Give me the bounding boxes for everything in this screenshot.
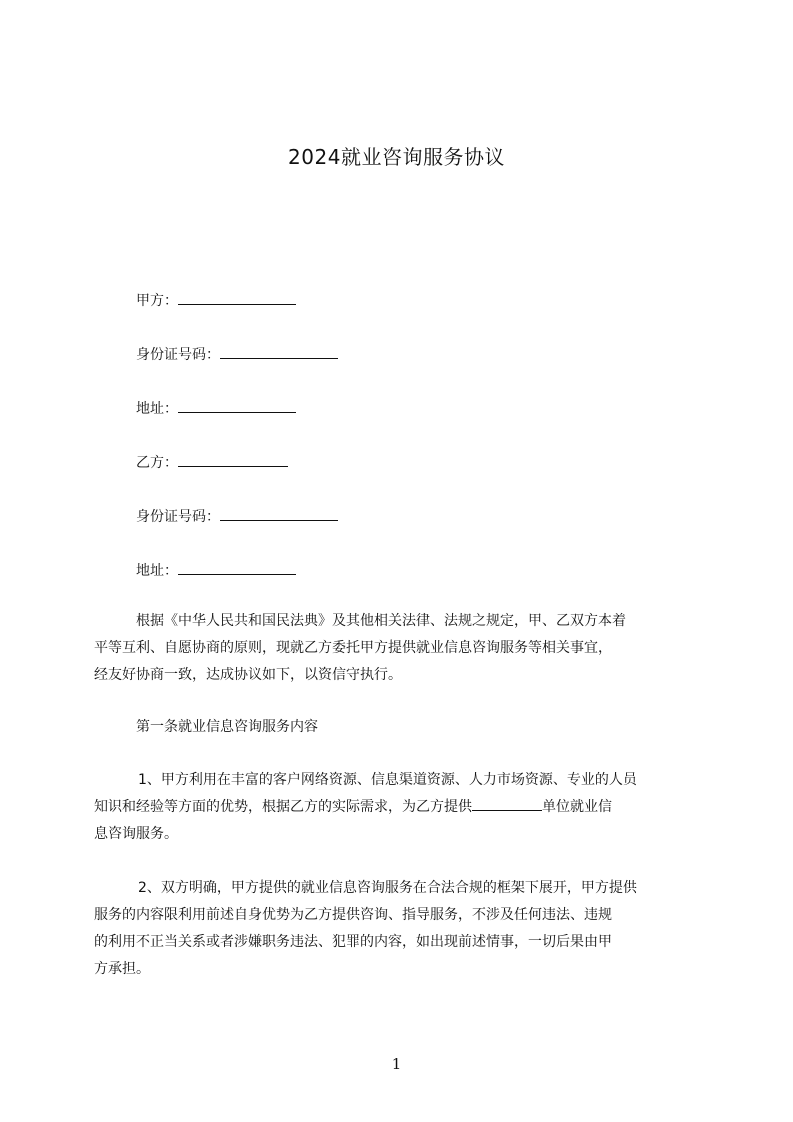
- clause-line: [94, 794, 637, 821]
- party-b-blank: [178, 453, 288, 467]
- intro-line: 平等互利、自愿协商的原则，现就乙方委托甲方提供就业信息咨询服务等相关事宜，: [94, 640, 612, 656]
- page-number: 1: [391, 1055, 402, 1073]
- clause-line: 服务的内容限利用前述自身优势为乙方提供咨询、指导服务，不涉及任何违法、违规: [94, 907, 612, 923]
- party-a-id-label: 身份证号码：: [136, 347, 220, 363]
- intro-line: 根据《中华人民共和国民法典》及其他相关法律、法规之规定，甲、乙双方本着: [136, 613, 626, 629]
- clause-text: 知识和经验等方面的优势，根据乙方的实际需求，为乙方提供: [94, 799, 472, 815]
- party-a-address-field: [136, 399, 296, 419]
- clause-line: 的利用不正当关系或者涉嫌职务违法、犯罪的内容，如出现前述情事，一切后果由甲: [94, 934, 612, 950]
- document-title: 2024就业咨询服务协议: [288, 145, 505, 169]
- service-blank: [472, 797, 542, 811]
- party-a-blank: [178, 291, 296, 305]
- clause-line: 1、甲方利用在丰富的客户网络资源、信息渠道资源、人力市场资源、专业的人员: [138, 772, 637, 788]
- party-b-label: 乙方：: [136, 455, 178, 471]
- party-a-address-label: 地址：: [136, 401, 178, 417]
- party-b-address-label: 地址：: [136, 563, 178, 579]
- party-a-label: 甲方：: [136, 293, 178, 309]
- clause-line: 方承担。: [94, 961, 150, 977]
- party-b-address-blank: [178, 561, 296, 575]
- clause-1-paragraph: [94, 767, 637, 848]
- party-a-id-blank: [220, 345, 338, 359]
- party-b-field: [136, 453, 288, 473]
- party-b-id-blank: [220, 507, 338, 521]
- party-a-id-field: [136, 345, 338, 365]
- article-1-heading: 第一条就业信息咨询服务内容: [136, 719, 318, 735]
- clause-line: 息咨询服务。: [94, 826, 178, 842]
- clause-text: 单位就业信: [542, 799, 612, 815]
- party-a-field: [136, 291, 296, 311]
- party-b-address-field: [136, 561, 296, 581]
- intro-paragraph: [94, 608, 626, 689]
- party-a-address-blank: [178, 399, 296, 413]
- clause-line: 2、双方明确，甲方提供的就业信息咨询服务在合法合规的框架下展开，甲方提供: [138, 880, 637, 896]
- intro-line: 经友好协商一致，达成协议如下，以资信守执行。: [94, 667, 402, 683]
- clause-2-paragraph: [94, 875, 637, 983]
- party-b-id-field: [136, 507, 338, 527]
- party-b-id-label: 身份证号码：: [136, 509, 220, 525]
